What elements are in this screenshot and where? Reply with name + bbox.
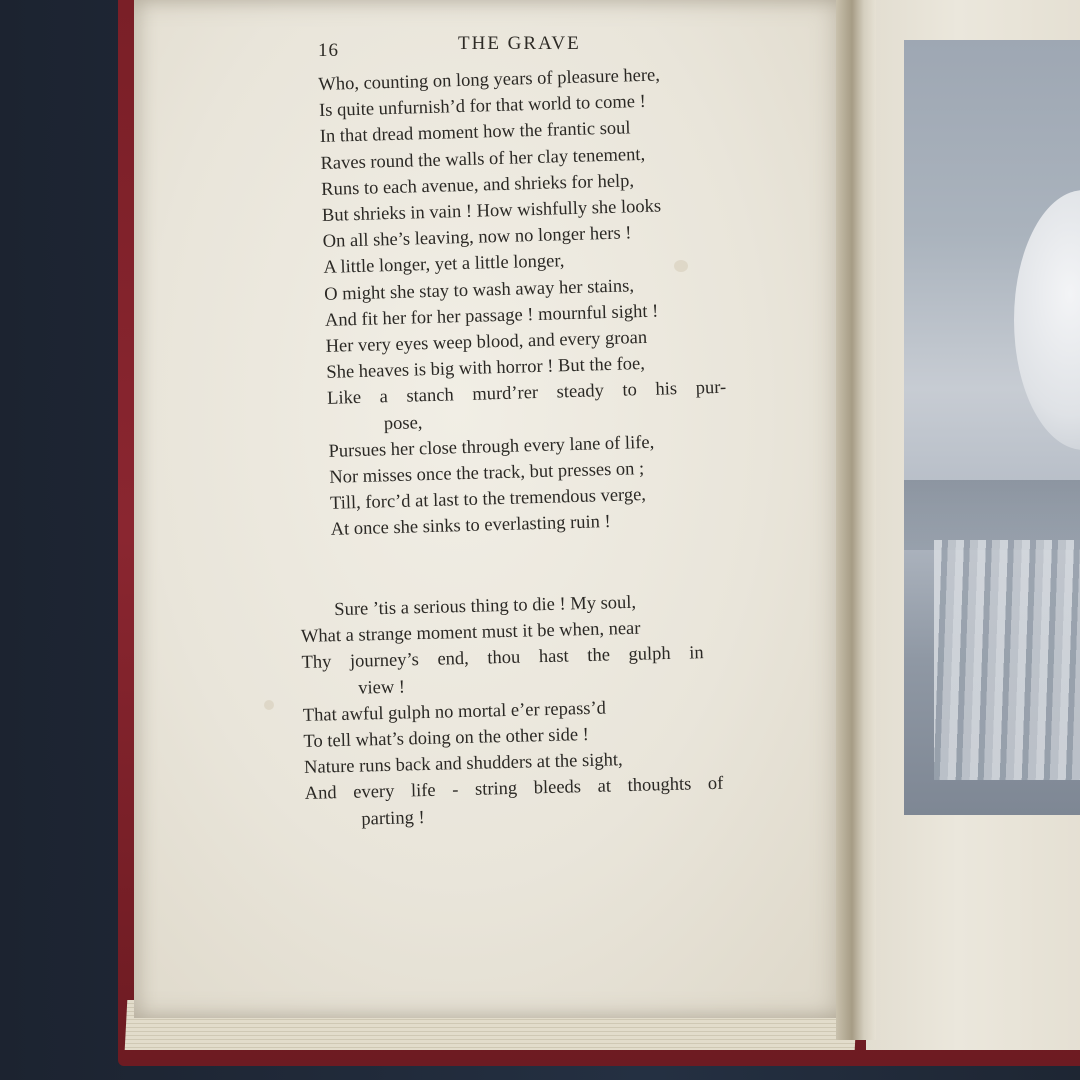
verse-line: Nor misses once the track, but presses on ;: [329, 459, 645, 488]
verse-line: And every life - string bleeds at thoughts of: [304, 774, 724, 805]
verse-line: To tell what’s doing on the other side !: [303, 725, 590, 752]
verse-line: Sure ’tis a serious thing to die ! My soul,: [334, 592, 637, 621]
verse-line: Thy journey’s end, thou hast the gulph in: [301, 643, 704, 674]
verse-line-continuation: parting !: [361, 807, 425, 830]
verse-line: But shrieks in vain ! How wishfully she looks: [321, 196, 662, 226]
illustration-plate: [904, 40, 1080, 815]
book-gutter: [836, 0, 876, 1040]
stanza-2: [300, 588, 724, 834]
verse-line: Pursues her close through every lane of life,: [328, 432, 655, 462]
paper-stain: [264, 700, 274, 710]
verse-line: O might she stay to wash away her stains,: [323, 275, 635, 305]
verse-line: Nature runs back and shudders at the sight,: [303, 750, 623, 779]
verse-line: Till, forc’d at last to the tremendous verge,: [329, 485, 647, 515]
verse-line: She heaves is big with horror ! But the foe,: [326, 354, 646, 384]
verse-line: A little longer, yet a little longer,: [323, 251, 565, 279]
verse-line: On all she’s leaving, now no longer hers !: [322, 223, 632, 253]
verse-line: In that dread moment how the frantic soul: [319, 118, 631, 148]
verse-line: And fit her for her passage ! mournful sight !: [324, 301, 659, 331]
page-number: 16: [318, 40, 339, 61]
verse-line: Runs to each avenue, and shrieks for help,: [321, 171, 635, 200]
plate-drapery: [934, 540, 1080, 780]
stanza-1: [318, 61, 730, 544]
verse-line: At once she sinks to everlasting ruin !: [330, 512, 611, 541]
verse-line: Like a stanch murd’rer steady to his pur-: [326, 378, 727, 410]
running-head: THE GRAVE: [458, 33, 581, 54]
verse-line: What a strange moment must it be when, near: [300, 618, 641, 648]
verse-line-continuation: view !: [357, 677, 406, 699]
plate-figure: [1014, 190, 1080, 450]
verse-line: Is quite unfurnish’d for that world to come !: [318, 92, 647, 122]
verse-line: That awful gulph no mortal e’er repass’d: [302, 698, 607, 726]
verse-line: Her very eyes weep blood, and every groan: [325, 327, 648, 357]
verse-line-continuation: pose,: [383, 412, 423, 434]
verse-line: Who, counting on long years of pleasure here,: [318, 65, 661, 95]
verse-line: Raves round the walls of her clay tenement,: [320, 144, 646, 174]
